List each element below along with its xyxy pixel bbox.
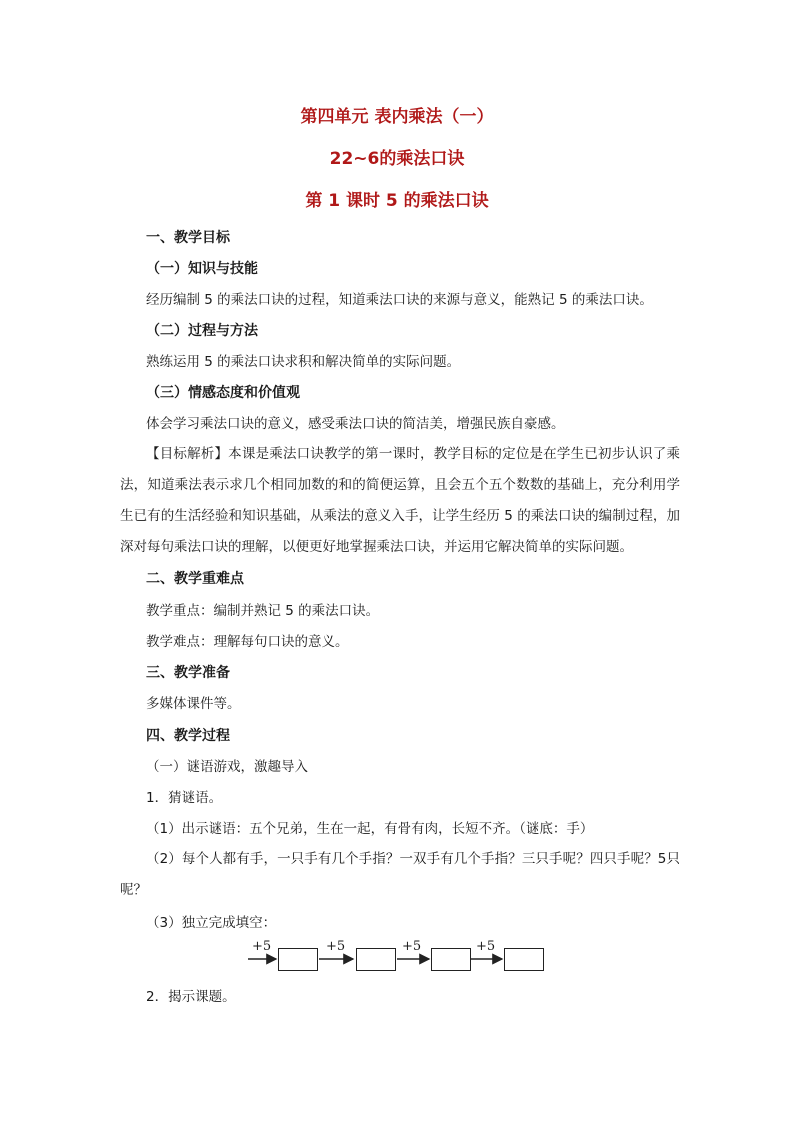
blank-box[interactable] <box>504 948 544 971</box>
blank-box[interactable] <box>431 948 471 971</box>
item1-text: 1．猜谜语。 <box>146 790 223 806</box>
analysis-paragraph: 【目标解析】本课是乘法口诀教学的第一课时，教学目标的定位是在学生已初步认识了乘法，知道乘法表示求几个相同加数的和的简便运算，且会五个五个数数的基础上，充分利用学生已有的生活经验和知识基础，从乘法的意义入手，让学生经历 5 的乘法口诀的编制过程，加深对每句乘法口诀的理解，以便更好地掌握乘法口诀，并运用它解决简单的实际问题。 <box>120 446 680 555</box>
unit-title: 第四单元 表内乘法（一） <box>300 107 494 127</box>
plus-five-label: +5 <box>326 939 346 954</box>
add-five-sequence <box>246 940 556 980</box>
knowledge-heading: （一）知识与技能 <box>146 261 258 277</box>
attitude-heading: （三）情感态度和价值观 <box>146 385 300 401</box>
objectives-heading: 一、教学目标 <box>146 230 230 246</box>
blank-box[interactable] <box>278 948 318 971</box>
fill-blanks-instruction: （3）独立完成填空： <box>146 915 277 931</box>
lesson-title: 第 1 课时 5 的乘法口诀 <box>305 191 489 211</box>
preparation-heading: 三、教学准备 <box>146 665 230 681</box>
process-heading: 四、教学过程 <box>146 728 230 744</box>
process-method-text: 熟练运用 5 的乘法口诀求积和解决简单的实际问题。 <box>146 354 461 370</box>
step1-heading: （一）谜语游戏，激趣导入 <box>146 759 308 775</box>
section-title: 22~6的乘法口诀 <box>329 149 465 169</box>
attitude-text: 体会学习乘法口诀的意义，感受乘法口诀的简洁美，增强民族自豪感。 <box>146 416 565 432</box>
item2-text: 2．揭示课题。 <box>146 989 236 1005</box>
key-points-heading: 二、教学重难点 <box>146 571 244 587</box>
riddle-text: （1）出示谜语：五个兄弟，生在一起，有骨有肉，长短不齐。（谜底：手） <box>146 821 594 837</box>
key-focus-text: 教学重点：编制并熟记 5 的乘法口诀。 <box>146 603 380 619</box>
fingers-question <box>120 844 680 906</box>
blank-box[interactable] <box>356 948 396 971</box>
process-method-heading: （二）过程与方法 <box>146 323 258 339</box>
objective-analysis <box>120 439 680 563</box>
fingers-question-text: （2）每个人都有手，一只手有几个手指？一双手有几个手指？三只手呢？四只手呢？5只呢？ <box>120 851 680 898</box>
plus-five-label: +5 <box>402 939 422 954</box>
plus-five-label: +5 <box>476 939 496 954</box>
key-difficulty-text: 教学难点：理解每句口诀的意义。 <box>146 634 349 650</box>
preparation-text: 多媒体课件等。 <box>146 696 241 712</box>
knowledge-text: 经历编制 5 的乘法口诀的过程，知道乘法口诀的来源与意义，能熟记 5 的乘法口诀。 <box>146 292 653 308</box>
plus-five-label: +5 <box>252 939 272 954</box>
